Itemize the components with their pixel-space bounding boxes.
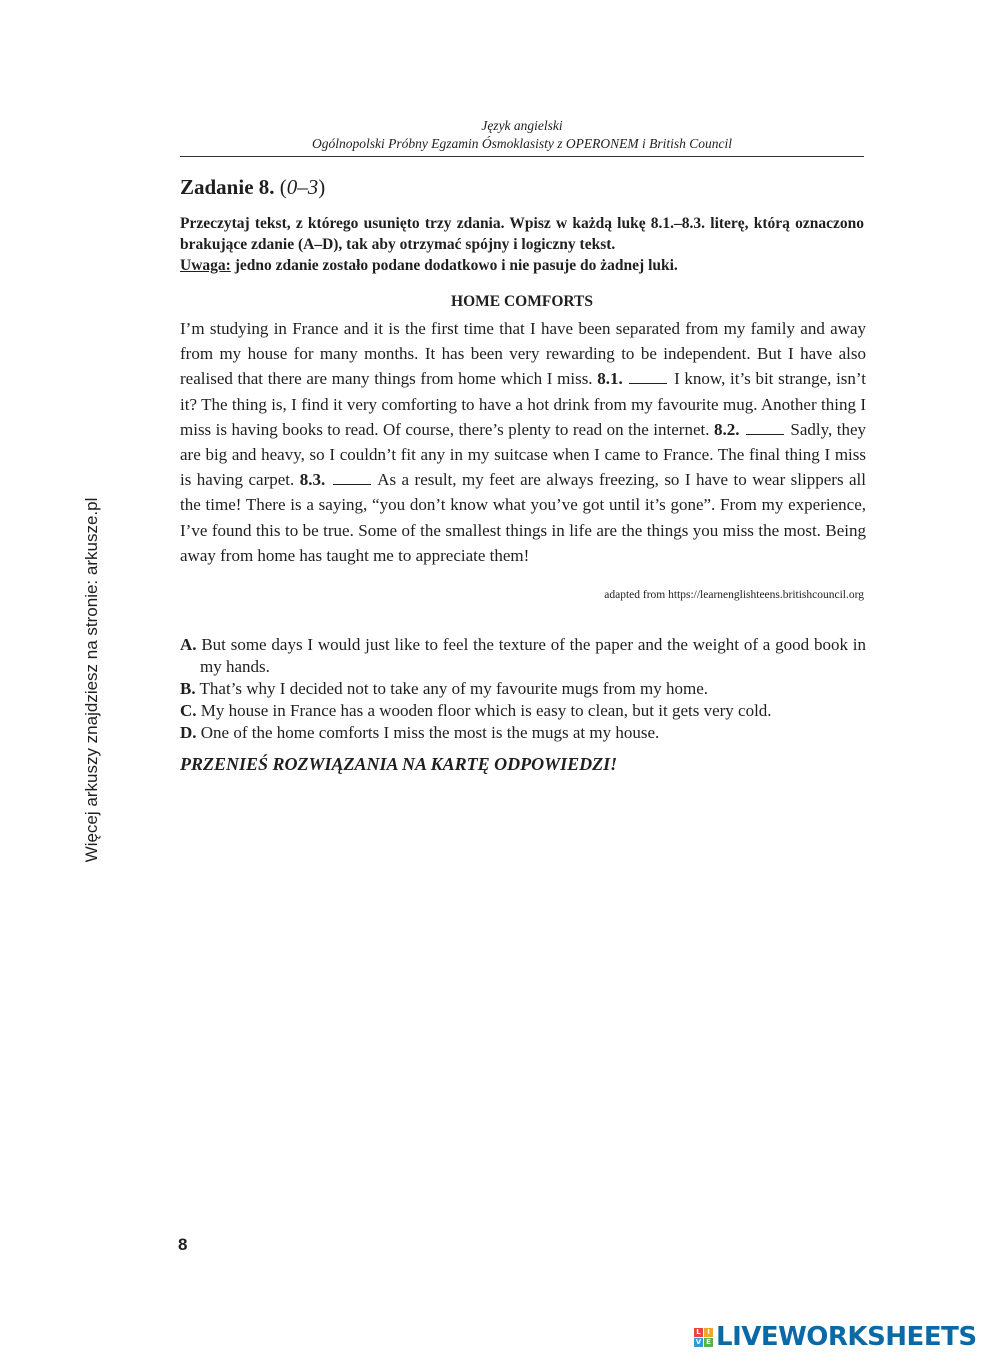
task-title [180, 175, 325, 200]
gap-blank-8-2[interactable] [746, 420, 784, 435]
gap-label-8-1: 8.1. [597, 369, 623, 389]
passage-part-2: I know, it’s bit strange, isn’t it? The thing is, I find it very comforting to have a hot drink from my favourite mug. Another thing I miss is having books to read. Of course, there’s plenty to read on the internet. [180, 369, 866, 439]
transfer-answers-note: PRZENIEŚ ROZWIĄZANIA NA KARTĘ ODPOWIEDZI! [180, 754, 618, 774]
answer-options [180, 634, 866, 744]
passage-part-4: As a result, my feet are always freezing, so I have to wear slippers all the time! There is a saying, “you don’t know what you’ve got until it’s gone”. From my experience, I’ve found this to be true. Some of the smallest things in life are the things you miss the most. Being away from home has taught me to appreciate them! [180, 470, 867, 565]
option-c: C. My house in France has a wooden floor which is easy to clean, but it gets very cold. [180, 701, 772, 720]
note-text: jedno zdanie zostało podane dodatkowo i nie pasuje do żadnej luki. [230, 257, 678, 274]
source-note: adapted from https://learnenglishteens.britishcouncil.org [604, 589, 864, 601]
option-a: A. But some days I would just like to feel the texture of the paper and the weight of a good book in my hands. [180, 635, 866, 676]
header-exam-title: Ogólnopolski Próbny Egzamin Ósmoklasisty z OPERONEM i British Council [312, 136, 732, 151]
note-label: Uwaga: [180, 257, 231, 274]
option-b: B. That’s why I decided not to take any of my favourite mugs from my home. [180, 679, 709, 698]
reading-passage [180, 316, 866, 568]
passage-part-3: Sadly, they are big and heavy, so I couldn’t fit any in my suitcase when I came to France. The final thing I miss is having carpet. [180, 419, 867, 490]
passage-title: HOME COMFORTS [451, 293, 593, 310]
option-d: D. One of the home comforts I miss the most is the mugs at my house. [180, 723, 660, 742]
gap-blank-8-3[interactable] [333, 470, 371, 485]
task-number: Zadanie 8. [180, 175, 275, 199]
page-header [180, 117, 864, 153]
task-instruction [180, 213, 864, 276]
liveworksheets-logo[interactable] [694, 1320, 977, 1354]
header-subject: Język angielski [481, 118, 563, 133]
side-note-text: Więcej arkuszy znajdziesz na stronie: arkusze.pl [82, 497, 101, 863]
gap-blank-8-1[interactable] [629, 369, 667, 384]
page-number: 8 [178, 1235, 188, 1254]
logo-text: LIVEWORKSHEETS [716, 1322, 977, 1352]
gap-label-8-2: 8.2. [713, 419, 740, 439]
gap-label-8-3: 8.3. [299, 470, 326, 490]
header-divider [180, 156, 864, 157]
task-points: (0–3) [279, 175, 326, 199]
instruction-text: Przeczytaj tekst, z którego usunięto trzy zdania. Wpisz w każdą lukę 8.1.–8.3. literę, którą oznaczono brakujące zdanie (A–D), tak aby otrzymać spójny i logiczny tekst. [180, 215, 864, 253]
logo-grid-icon: L I V E [694, 1328, 713, 1347]
passage-part-1: I’m studying in France and it is the first time that I have been separated from my family and away from my house for many months. It has been very rewarding to be independent. But I have also realised that there are many things from home which I miss. [180, 319, 866, 389]
